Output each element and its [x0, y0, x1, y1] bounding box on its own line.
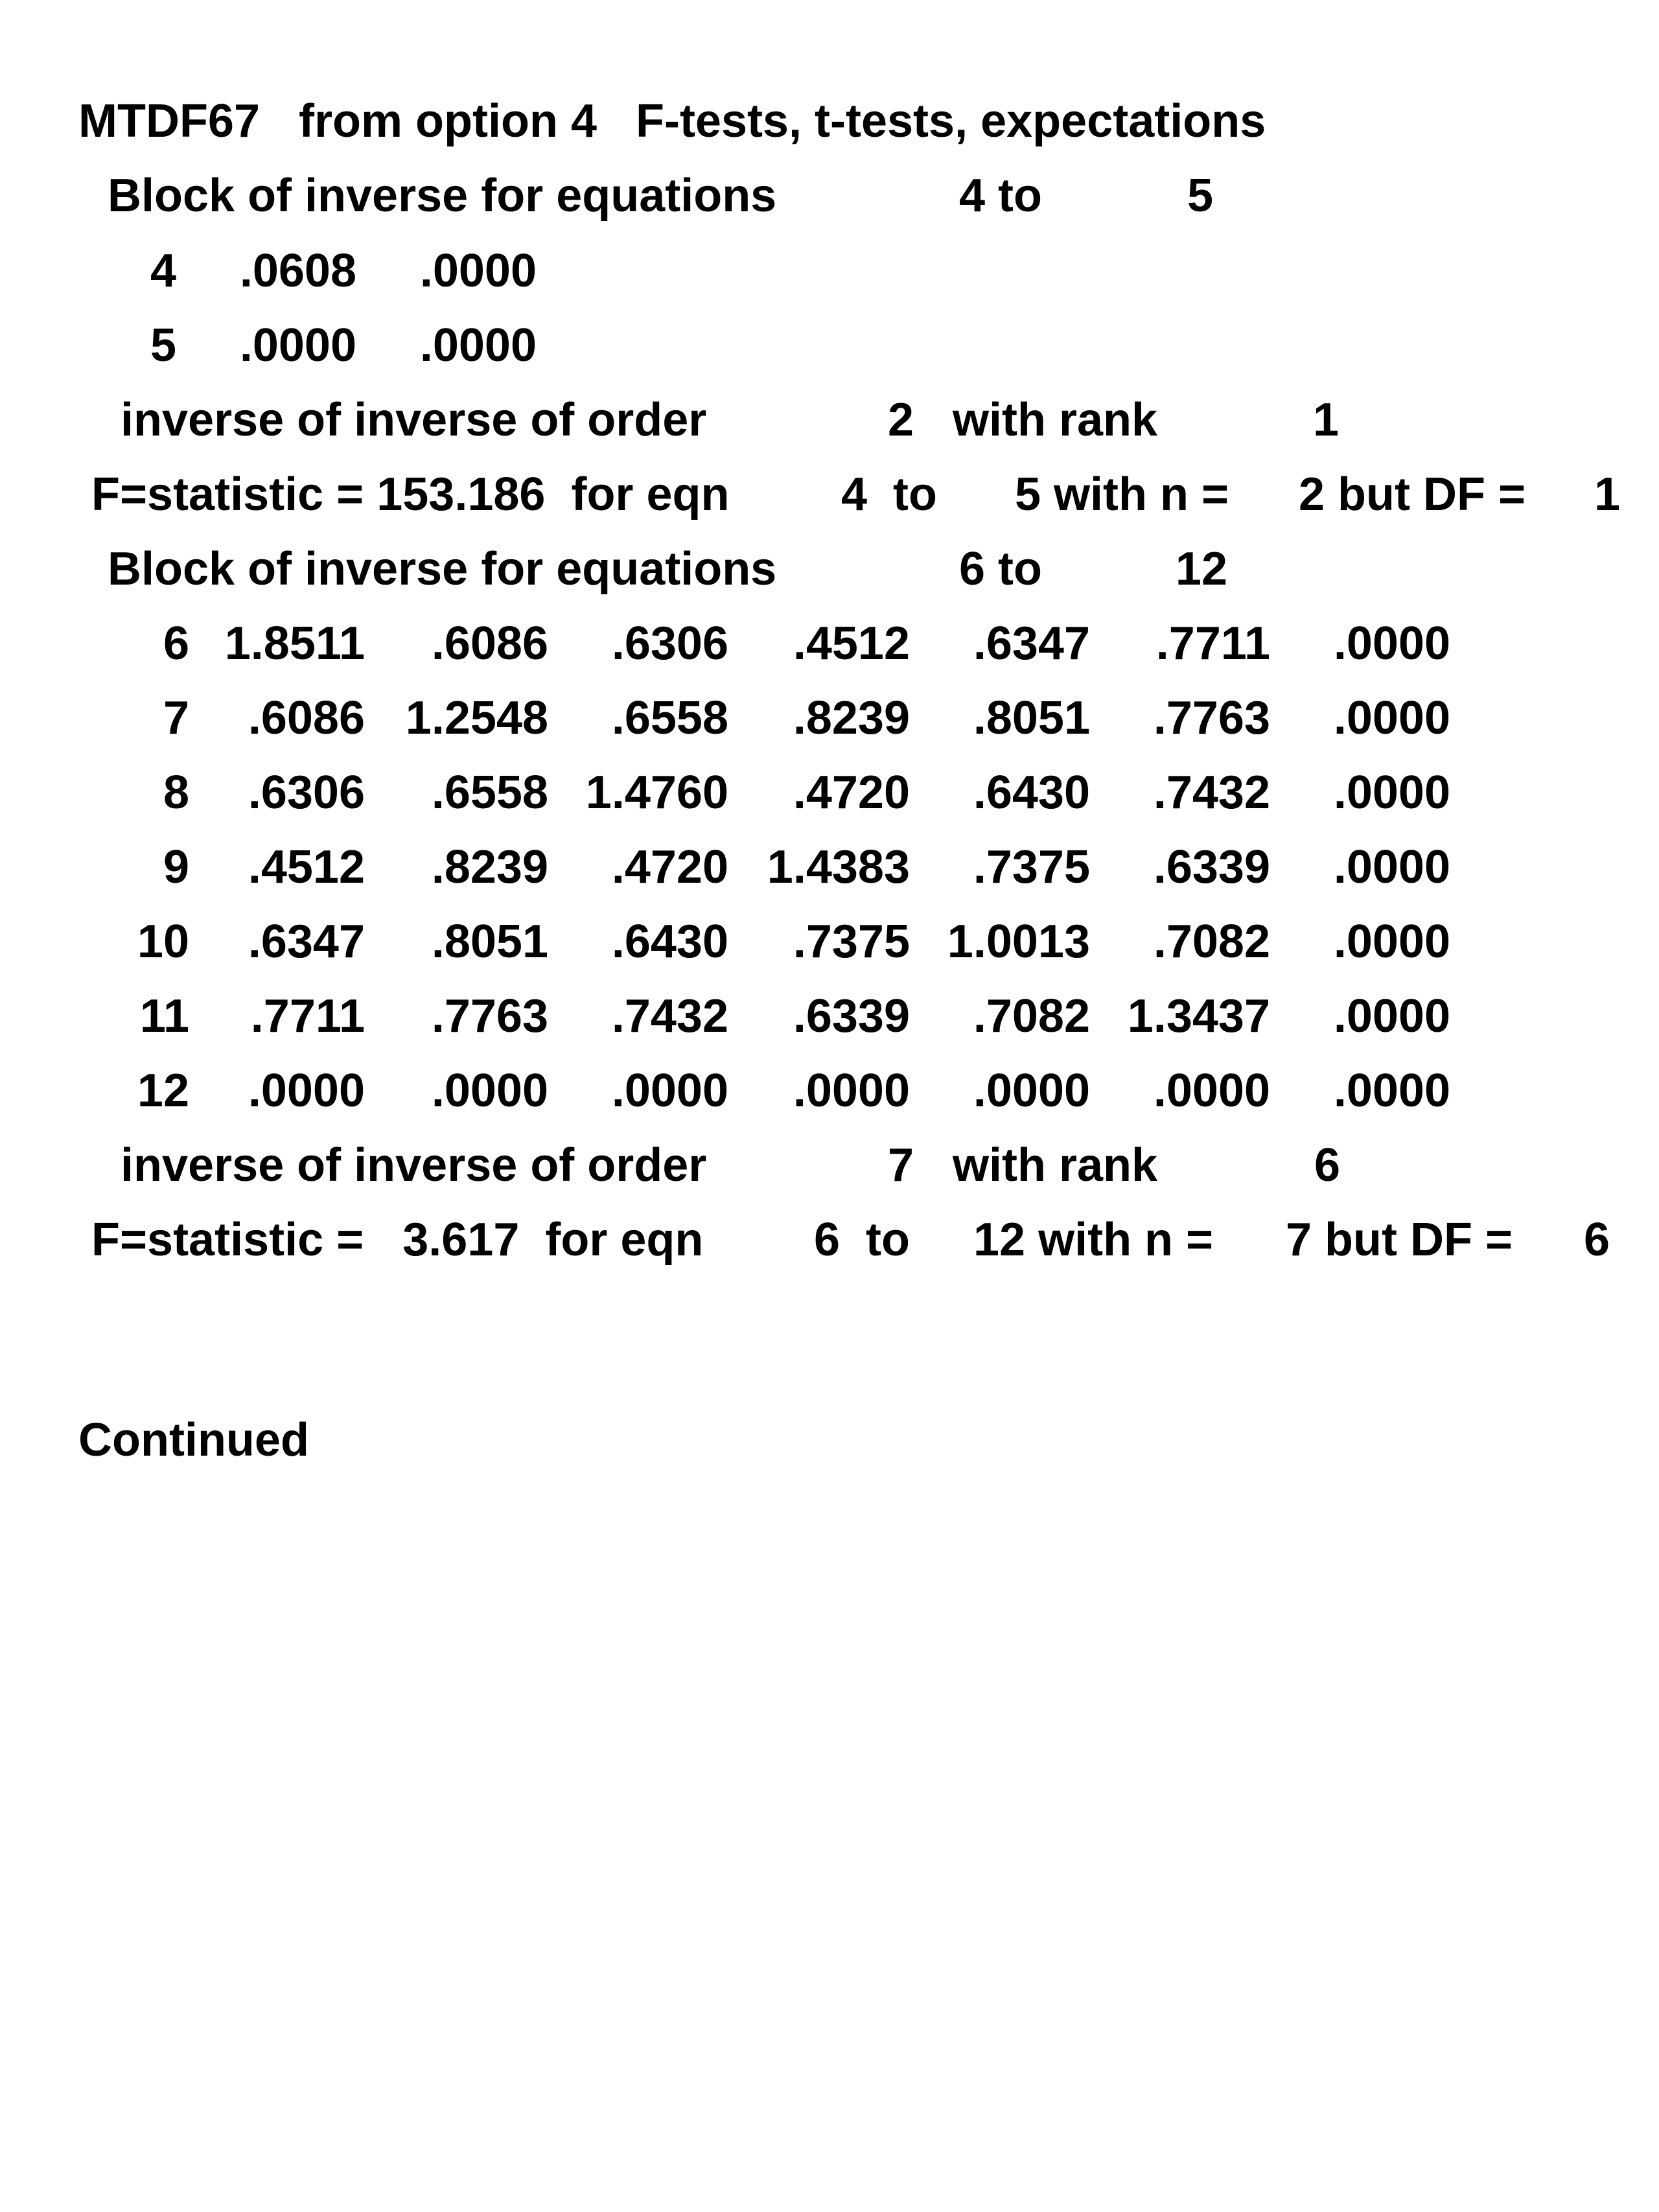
matrix2-cell: .4720: [793, 767, 910, 819]
matrix2-cell: .0000: [1333, 916, 1450, 968]
matrix2-cell: .0000: [793, 1065, 910, 1117]
matrix2-row-label: 10: [137, 916, 189, 968]
inverse2-label: inverse of inverse of order: [121, 1139, 707, 1191]
matrix2-cell: .8239: [793, 692, 910, 744]
matrix2-cell: .7763: [431, 990, 548, 1042]
f-statistic-2-n: 7 but DF =: [1286, 1214, 1513, 1266]
f-statistic-1-label: F=statistic = 153.186 for eqn: [91, 469, 730, 520]
matrix2-cell: .8239: [431, 841, 548, 893]
block2-title: Block of inverse for equations: [108, 543, 777, 595]
matrix2-cell: .6339: [793, 990, 910, 1042]
matrix2-cell: .7711: [250, 990, 365, 1042]
f-statistic-1-n: 2 but DF =: [1299, 469, 1526, 520]
page-header: MTDF67 from option 4 F-tests, t-tests, expectations: [78, 95, 1266, 147]
matrix2-cell: .0000: [431, 1065, 548, 1117]
matrix2-cell: .7711: [1155, 618, 1270, 669]
f-statistic-2-label: F=statistic = 3.617 for eqn: [91, 1214, 704, 1266]
inverse2-with-rank: with rank: [953, 1139, 1158, 1191]
matrix2-cell: 1.4383: [767, 841, 910, 893]
inverse1-with-rank: with rank: [953, 394, 1158, 446]
matrix2-cell: .6558: [611, 692, 728, 744]
matrix2-cell: 1.2548: [405, 692, 548, 744]
block1-title: Block of inverse for equations: [108, 170, 777, 222]
f-statistic-2-df: 6: [1583, 1214, 1610, 1266]
matrix2-cell: .7763: [1153, 692, 1270, 744]
matrix2-cell: .7375: [793, 916, 910, 968]
matrix2-cell: .0000: [973, 1065, 1090, 1117]
matrix2-cell: .0000: [1333, 841, 1450, 893]
block2-range-from: 6 to: [959, 543, 1043, 595]
matrix2-cell: .6558: [431, 767, 548, 819]
matrix2-cell: 1.3437: [1127, 990, 1270, 1042]
matrix2-cell: .0000: [1333, 1065, 1450, 1117]
inverse2-order: 7: [887, 1139, 914, 1191]
matrix2-cell: .4512: [248, 841, 365, 893]
matrix1-row-label: 4: [150, 245, 176, 297]
f-statistic-2-eqn-to: 12 with n =: [973, 1214, 1214, 1266]
f-statistic-1-eqn-to: 5 with n =: [1015, 469, 1229, 520]
matrix2-cell: .0000: [611, 1065, 728, 1117]
matrix2-cell: .6347: [248, 916, 365, 968]
matrix2-row-label: 9: [163, 841, 189, 893]
matrix2-cell: .4512: [793, 618, 910, 669]
matrix2-cell: .7432: [611, 990, 728, 1042]
inverse1-order: 2: [887, 394, 914, 446]
matrix2-row-label: 8: [163, 767, 189, 819]
matrix1-cell: .0000: [419, 320, 537, 371]
matrix2-cell: .0000: [1333, 618, 1450, 669]
matrix2-cell: .0000: [1153, 1065, 1270, 1117]
continued-label: Continued: [78, 1414, 309, 1466]
matrix1-cell: .0000: [419, 245, 537, 297]
matrix2-cell: .6306: [611, 618, 728, 669]
f-statistic-1-df: 1: [1594, 469, 1620, 520]
matrix2-cell: .7375: [973, 841, 1090, 893]
matrix1-row-label: 5: [150, 320, 176, 371]
matrix2-cell: .6086: [431, 618, 548, 669]
matrix2-cell: 1.4760: [585, 767, 728, 819]
matrix2-row-label: 12: [137, 1065, 189, 1117]
inverse1-label: inverse of inverse of order: [121, 394, 707, 446]
matrix2-cell: 1.8511: [224, 618, 365, 669]
matrix2-cell: .7082: [1153, 916, 1270, 968]
matrix2-cell: .6339: [1153, 841, 1270, 893]
matrix1-cell: .0608: [239, 245, 356, 297]
matrix2-cell: .7082: [973, 990, 1090, 1042]
matrix1-cell: .0000: [239, 320, 356, 371]
matrix2-row-label: 11: [139, 990, 189, 1042]
matrix2-cell: .0000: [248, 1065, 365, 1117]
matrix2-cell: .8051: [431, 916, 548, 968]
matrix2-cell: .0000: [1333, 990, 1450, 1042]
f-statistic-2-eqn-from: 6 to: [814, 1214, 911, 1266]
inverse2-rank: 6: [1314, 1139, 1340, 1191]
matrix2-cell: .6347: [973, 618, 1090, 669]
matrix2-cell: .0000: [1333, 692, 1450, 744]
matrix2-cell: .8051: [973, 692, 1090, 744]
matrix2-row-label: 6: [163, 618, 189, 669]
block1-range-from: 4 to: [959, 170, 1043, 222]
matrix2-cell: 1.0013: [947, 916, 1090, 968]
matrix2-cell: .6430: [611, 916, 728, 968]
matrix2-cell: .6086: [248, 692, 365, 744]
matrix2-row-label: 7: [163, 692, 189, 744]
f-statistic-1-eqn-from: 4 to: [841, 469, 938, 520]
matrix2-cell: .7432: [1153, 767, 1270, 819]
matrix2-cell: .4720: [611, 841, 728, 893]
matrix2-cell: .6430: [973, 767, 1090, 819]
block2-range-to: 12: [1175, 543, 1227, 595]
block1-range-to: 5: [1187, 170, 1213, 222]
inverse1-rank: 1: [1312, 394, 1339, 446]
matrix2-cell: .6306: [248, 767, 365, 819]
matrix2-cell: .0000: [1333, 767, 1450, 819]
